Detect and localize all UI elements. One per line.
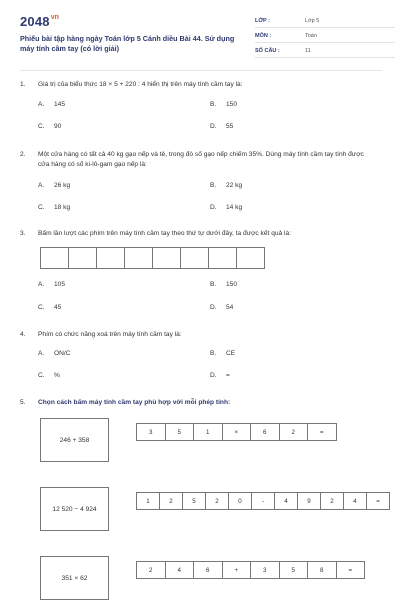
option-d[interactable] <box>210 371 230 381</box>
key-sequence-boxes <box>40 247 265 269</box>
key-cell: 1 <box>194 424 223 440</box>
option-letter: B . <box>210 100 226 110</box>
key-slot <box>237 248 264 268</box>
worksheet-header <box>20 14 382 66</box>
option-letter: A . <box>38 280 54 290</box>
meta-label: MÔN : <box>255 33 272 39</box>
option-letter: D . <box>210 371 226 381</box>
option-d[interactable] <box>210 203 242 213</box>
key-slot <box>97 248 125 268</box>
key-cell: 1 <box>137 493 160 509</box>
key-cell: 0 <box>229 493 252 509</box>
option-text: ON/C <box>54 350 71 357</box>
question-number: 1. <box>20 81 26 88</box>
question-text: Một cửa hàng có tất cả 40 kg gạo nếp và tẻ, trong đó số gạo nếp chiếm 35%. Dùng máy tính cầm tay tính được cửa hàng có số ki-lô-gam gạo nếp là: <box>38 151 364 168</box>
option-text: CE <box>226 350 236 357</box>
question-5 <box>20 398 382 412</box>
option-letter: D . <box>210 122 226 132</box>
key-cell: 4 <box>166 562 195 578</box>
expression-box: 246 + 358 <box>40 418 109 462</box>
meta-row-subject <box>255 31 395 43</box>
key-sequence-row <box>136 423 337 441</box>
question-number: 5. <box>20 399 26 406</box>
option-text: 26 kg <box>54 182 71 189</box>
question-text: Phím có chức năng xoá trên máy tính cầm tay là: <box>38 331 182 338</box>
document-title: Phiếu bài tập hàng ngày Toán lớp 5 Cánh diều Bài 44. Sử dụng máy tính cầm tay (có lời giải) <box>20 34 235 53</box>
option-b[interactable] <box>210 280 237 290</box>
expression-box: 12 520 − 4 924 <box>40 487 109 531</box>
option-text: 45 <box>54 304 62 311</box>
key-cell: + <box>223 562 252 578</box>
key-cell: 2 <box>137 562 166 578</box>
key-cell: 9 <box>298 493 321 509</box>
key-cell: 6 <box>194 562 223 578</box>
question-number: 3. <box>20 230 26 237</box>
option-text: 22 kg <box>226 182 243 189</box>
option-text: % <box>54 372 60 379</box>
option-letter: C . <box>38 122 54 132</box>
key-cell: 2 <box>321 493 344 509</box>
option-text: 55 <box>226 123 234 130</box>
key-cell: 4 <box>275 493 298 509</box>
option-a[interactable] <box>38 349 70 359</box>
option-letter: A . <box>38 349 54 359</box>
key-cell: 2 <box>206 493 229 509</box>
question-text: Giá trị của biểu thức 18 × 5 + 220 : 4 hiển thị trên máy tính cầm tay là: <box>38 81 243 88</box>
question-text: Bấm lần lượt các phím trên máy tính cầm tay theo thứ tự dưới đây, ta được kết quả là: <box>38 230 291 237</box>
option-text: 54 <box>226 304 234 311</box>
option-letter: B . <box>210 280 226 290</box>
option-text: 18 kg <box>54 204 71 211</box>
key-cell: 5 <box>280 562 309 578</box>
option-d[interactable] <box>210 303 233 313</box>
logo-suffix: vn <box>50 14 59 21</box>
key-slot <box>41 248 69 268</box>
logo-number: 2048 <box>20 14 50 29</box>
meta-row-count <box>255 46 395 58</box>
key-cell: 2 <box>160 493 183 509</box>
key-cell: 5 <box>166 424 195 440</box>
meta-value: Lớp 5 <box>305 18 320 24</box>
option-a[interactable] <box>38 181 70 191</box>
key-cell: = <box>319 428 324 436</box>
key-slot <box>181 248 209 268</box>
option-c[interactable] <box>38 303 61 313</box>
option-letter: A . <box>38 100 54 110</box>
option-text: = <box>226 372 230 379</box>
meta-value: 11 <box>305 48 311 54</box>
option-letter: B . <box>210 349 226 359</box>
key-cell: - <box>252 493 275 509</box>
option-text: 90 <box>54 123 62 130</box>
key-cell: 6 <box>251 424 280 440</box>
key-cell: 3 <box>137 424 166 440</box>
key-cell: 3 <box>251 562 280 578</box>
key-sequence-row <box>136 492 390 510</box>
option-letter: D . <box>210 303 226 313</box>
key-cell: = <box>348 566 353 574</box>
question-text: Chọn cách bấm máy tính cầm tay phù hợp với mỗi phép tính: <box>38 399 231 406</box>
option-letter: C . <box>38 203 54 213</box>
meta-value: Toán <box>305 33 317 39</box>
option-letter: A . <box>38 181 54 191</box>
option-text: 150 <box>226 281 238 288</box>
option-letter: C . <box>38 371 54 381</box>
option-letter: D . <box>210 203 226 213</box>
option-text: 14 kg <box>226 204 243 211</box>
option-letter: B . <box>210 181 226 191</box>
option-text: 105 <box>54 281 66 288</box>
meta-table <box>255 16 395 61</box>
option-c[interactable] <box>38 122 61 132</box>
key-slot <box>153 248 181 268</box>
key-cell: = <box>376 497 380 505</box>
key-cell: × <box>223 424 252 440</box>
key-sequence-row <box>136 561 365 579</box>
question-4 <box>20 330 382 386</box>
site-logo[interactable] <box>20 14 59 29</box>
meta-label: SỐ CÂU : <box>255 48 280 54</box>
question-number: 4. <box>20 331 26 338</box>
option-a[interactable] <box>38 280 65 290</box>
key-cell: 8 <box>308 562 337 578</box>
option-b[interactable] <box>210 181 242 191</box>
expression-box: 351 × 62 <box>40 556 109 600</box>
option-b[interactable] <box>210 100 237 110</box>
option-text: 150 <box>226 101 238 108</box>
key-cell: 4 <box>344 493 367 509</box>
question-2 <box>20 150 382 216</box>
option-c[interactable] <box>38 371 60 381</box>
question-number: 2. <box>20 151 26 158</box>
option-a[interactable] <box>38 100 65 110</box>
option-c[interactable] <box>38 203 70 213</box>
question-3 <box>20 229 382 319</box>
option-b[interactable] <box>210 349 235 359</box>
key-cell: 5 <box>183 493 206 509</box>
key-slot <box>125 248 153 268</box>
meta-row-class <box>255 16 395 28</box>
option-d[interactable] <box>210 122 233 132</box>
meta-label: LỚP : <box>255 18 270 24</box>
option-letter: C . <box>38 303 54 313</box>
key-slot <box>209 248 237 268</box>
option-text: 145 <box>54 101 66 108</box>
question-1 <box>20 80 382 140</box>
key-cell: 2 <box>280 424 309 440</box>
header-divider <box>20 70 382 71</box>
key-slot <box>69 248 97 268</box>
